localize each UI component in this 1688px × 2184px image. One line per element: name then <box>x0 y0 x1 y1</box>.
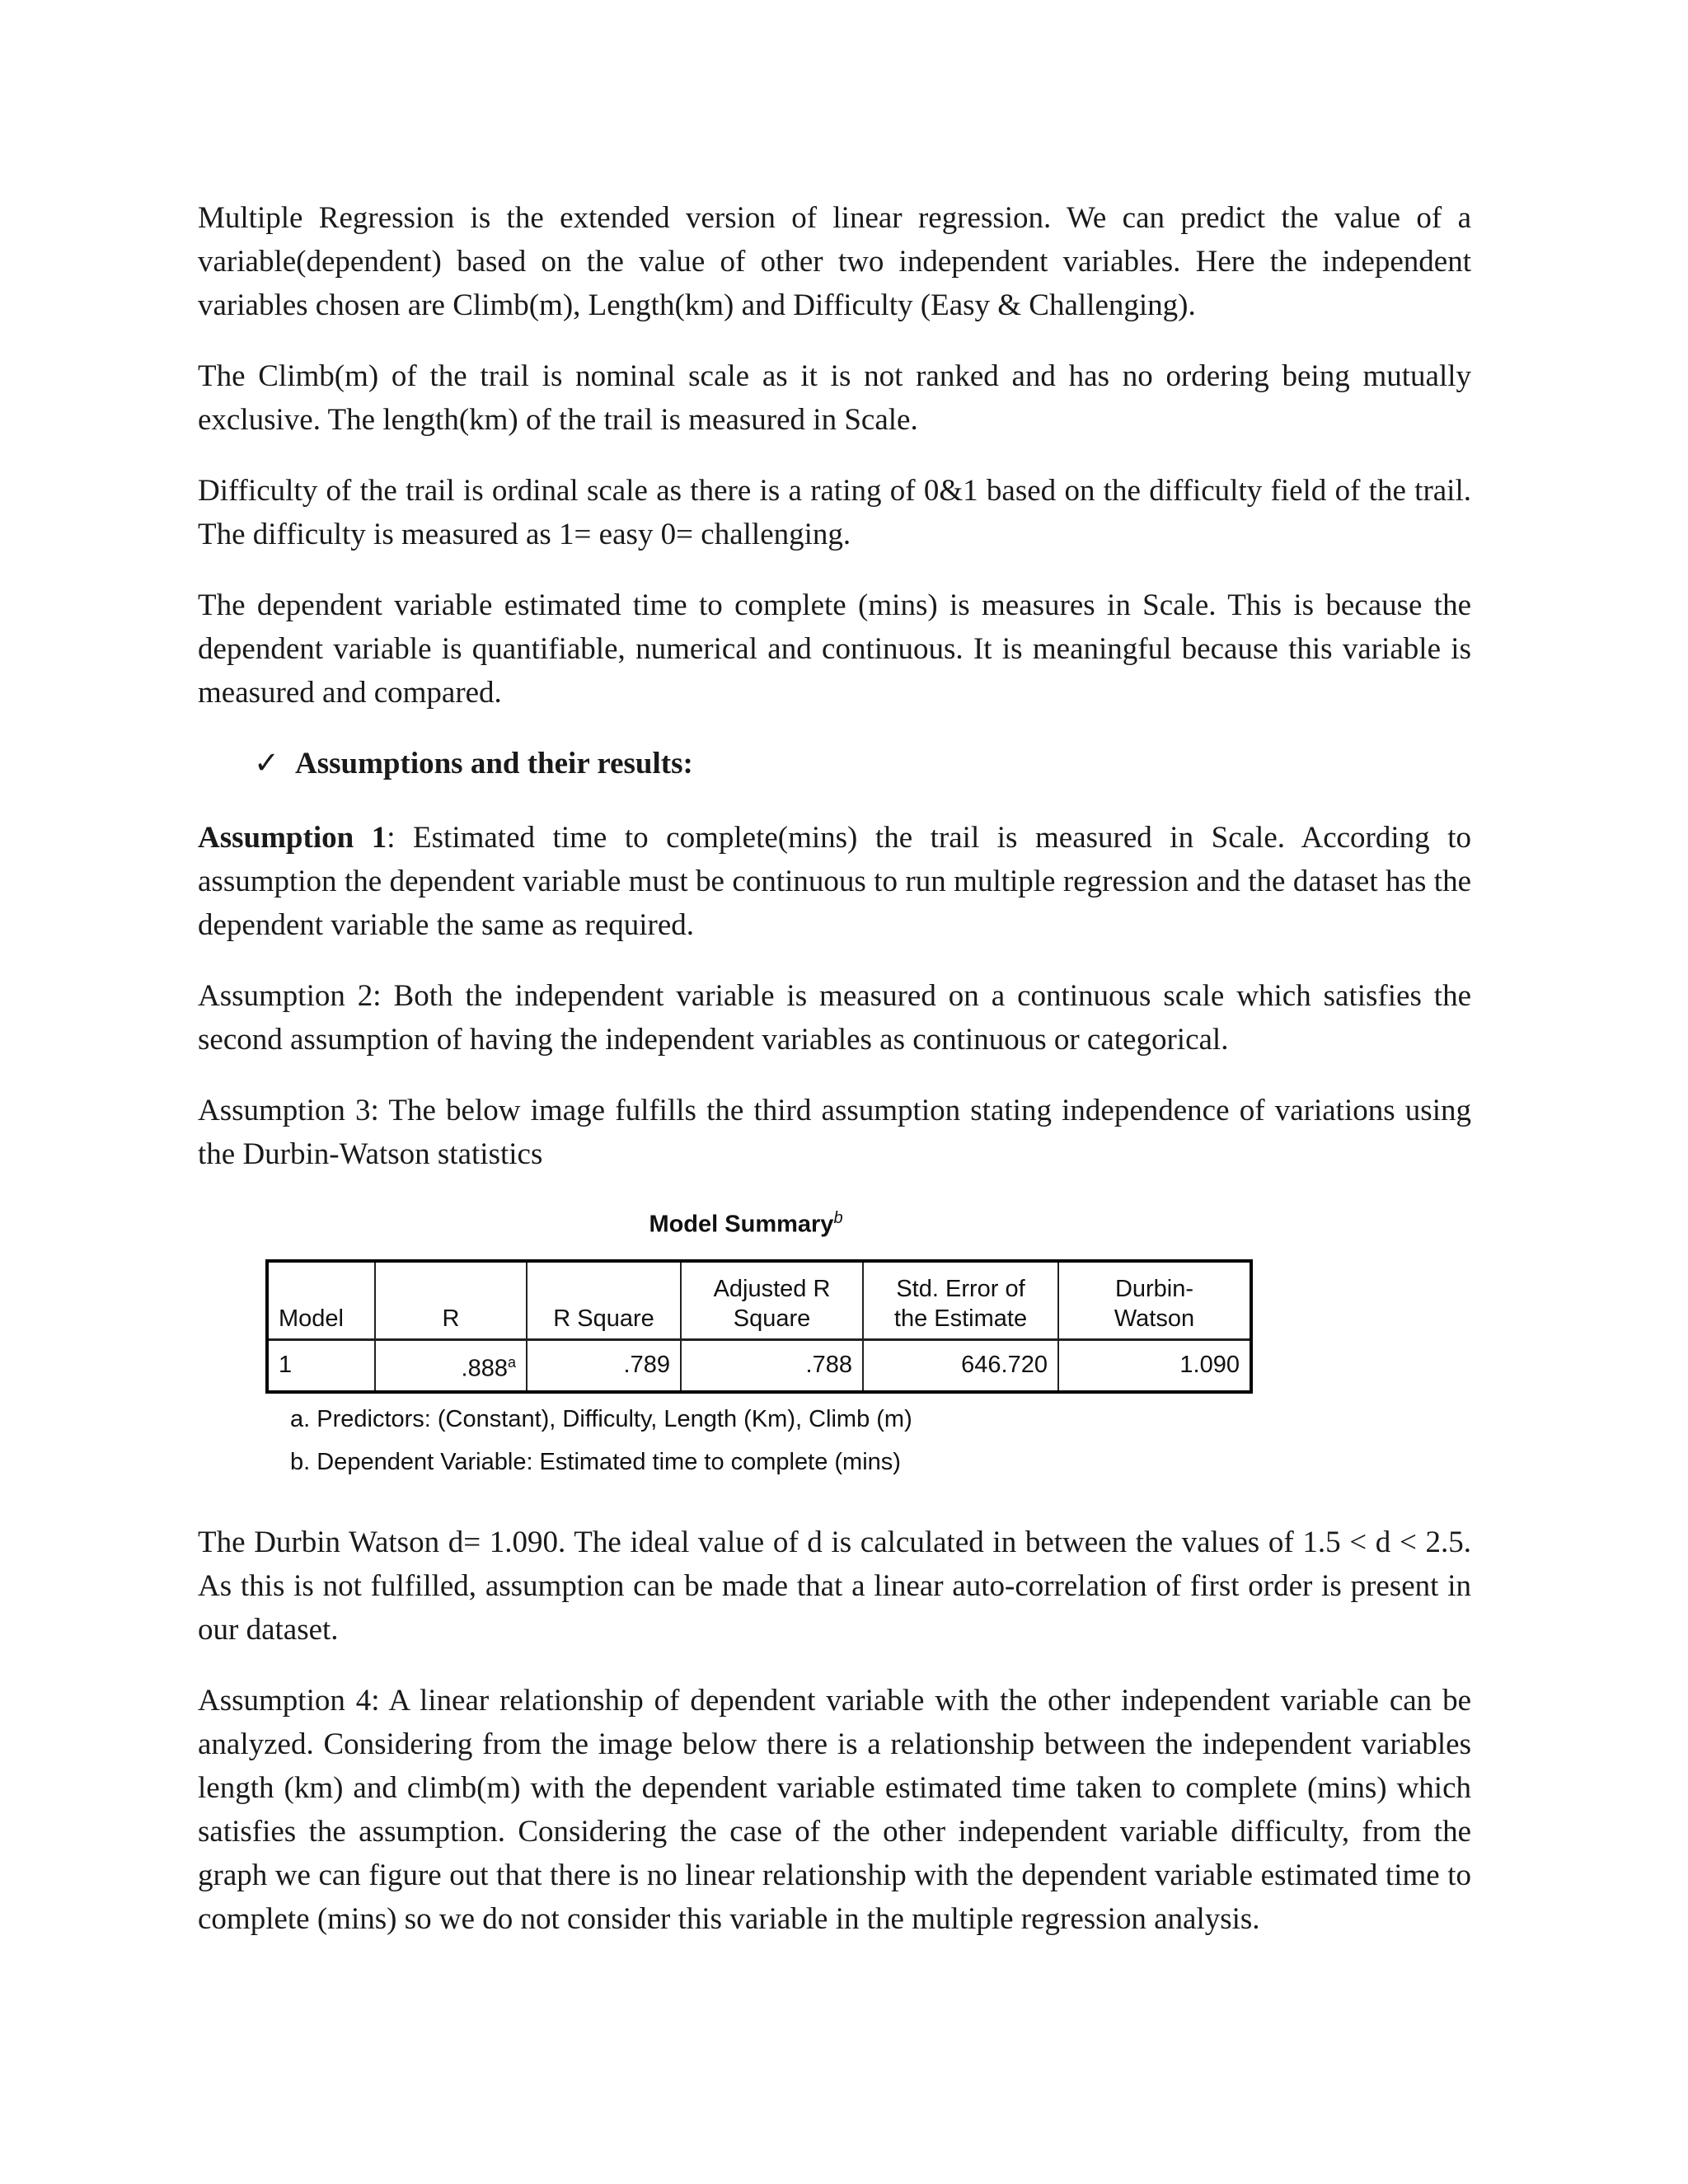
model-summary-title: Model Summary$^b$ <box>649 1209 843 1238</box>
header-model: Model <box>267 1261 375 1340</box>
cell-durbin-watson: 1.090 <box>1058 1339 1251 1392</box>
paragraph-assumption-4: Assumption 4: A linear relationship of dependent variable with the other independent variable can be analyzed. Considering from the image below there is a relationship between the independent variables length (km) and climb(m) with the dependent variable estimated time taken to complete (mins) which satisfies the assumption. Considering the case of the other independent variable difficulty, from the graph we can figure out that there is no linear relationship with the dependent variable estimated time to complete (mins) so we do not consider this variable in the multiple regression analysis. <box>198 1684 1471 1937</box>
header-durbin-watson: Durbin- Watson <box>1058 1261 1251 1340</box>
cell-model: 1 <box>267 1339 375 1392</box>
paragraph-difficulty: Difficulty of the trail is ordinal scale as there is a rating of 0&1 based on the difficulty field of the trail. The difficulty is measured as 1= easy 0= challenging. <box>198 474 1471 551</box>
header-adjusted-r-square: Adjusted R Square <box>681 1261 863 1340</box>
checkmark-icon: ✓ <box>254 747 280 780</box>
cell-std-error: 646.720 <box>863 1339 1058 1392</box>
footnote-a: a. Predictors: (Constant), Difficulty, Length (Km), Climb (m) <box>290 1406 912 1433</box>
table-header-row <box>267 1261 1251 1340</box>
table-footnotes <box>290 1404 1261 1478</box>
header-r: R <box>375 1261 527 1340</box>
assumption-1-text: : Estimated time to complete(mins) the trail is measured in Scale. According to assumption the dependent variable must be continuous to run multiple regression and the dataset has the dependent variable the same as required. <box>198 821 1471 942</box>
title-footnote-marker: b <box>833 1209 843 1227</box>
section-heading-text: Assumptions and their results: <box>295 747 693 780</box>
footnote-b: b. Dependent Variable: Estimated time to complete (mins) <box>290 1449 901 1476</box>
assumption-1-label: Assumption 1 <box>198 821 387 855</box>
paragraph-assumption-2: Assumption 2: Both the independent variable is measured on a continuous scale which satisfies the second assumption of having the independent variables as continuous or categorical. <box>198 979 1471 1057</box>
header-std-error: Std. Error of the Estimate <box>863 1261 1058 1340</box>
cell-adjusted-r-square: .788 <box>681 1339 863 1392</box>
model-summary-output <box>231 1203 1261 1478</box>
paragraph-durbin-watson: The Durbin Watson d= 1.090. The ideal value of d is calculated in between the values of 1.5 < d < 2.5. As this is not fulfilled, assumption can be made that a linear auto-correlation of first order is present in our dataset. <box>198 1526 1471 1647</box>
cell-r: .888$^a$ <box>375 1339 527 1392</box>
model-summary-table <box>265 1259 1253 1394</box>
cell-r-square: .789 <box>527 1339 681 1392</box>
paragraph-assumption-1 <box>198 816 1471 947</box>
paragraph-intro: Multiple Regression is the extended version of linear regression. We can predict the value of a variable(dependent) based on the value of other two independent variables. Here the independent variables chosen are Climb(m), Length(km) and Difficulty (Easy & Challenging). <box>198 201 1471 322</box>
paragraph-assumption-3: Assumption 3: The below image fulfills the third assumption stating independence of variations using the Durbin-Watson statistics <box>198 1094 1471 1171</box>
table-row <box>267 1339 1251 1392</box>
paragraph-climb: The Climb(m) of the trail is nominal scale as it is not ranked and has no ordering being mutually exclusive. The length(km) of the trail is measured in Scale. <box>198 359 1471 437</box>
document-page <box>198 196 1471 1941</box>
paragraph-dependent: The dependent variable estimated time to complete (mins) is measures in Scale. This is because the dependent variable is quantifiable, numerical and continuous. It is meaningful because this variable is measured and compared. <box>198 588 1471 710</box>
header-r-square: R Square <box>527 1261 681 1340</box>
section-heading <box>198 742 1471 785</box>
